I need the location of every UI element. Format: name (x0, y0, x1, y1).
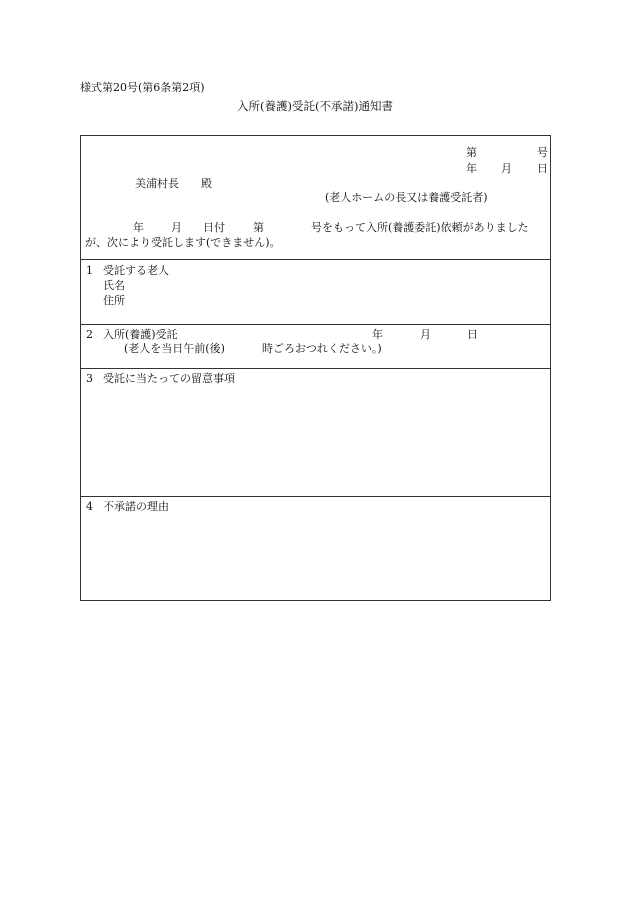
body-number-prefix: 第 (253, 221, 264, 234)
section1-name-label: 氏名 (103, 279, 125, 292)
section2-day: 日 (467, 328, 478, 341)
section2-year: 年 (372, 328, 383, 341)
doc-number-prefix: 第 (466, 146, 477, 159)
section2-title: 入所(養護)受託 (103, 328, 178, 341)
section2-note-part1: (老人を当日午前(後) (124, 342, 225, 355)
sender-label: (老人ホームの長又は養護受託者) (325, 191, 488, 204)
body-line1-text: 号をもって入所(養護委託)依頼がありました (311, 221, 529, 234)
divider-3 (81, 368, 550, 369)
form-number: 様式第20号(第6条第2項) (80, 81, 205, 94)
section3-title: 受託に当たっての留意事項 (103, 372, 235, 385)
section1-title: 受託する老人 (103, 264, 169, 277)
body-year: 年 (133, 221, 144, 234)
addressee: 美浦村長 (135, 177, 179, 190)
divider-1 (81, 259, 550, 260)
date-day: 日 (537, 162, 548, 175)
section4-number: 4 (86, 500, 93, 513)
doc-number-suffix: 号 (537, 146, 548, 159)
section1-number: 1 (86, 264, 93, 277)
body-day-ref: 日付 (203, 221, 225, 234)
section1-address-label: 住所 (103, 294, 125, 307)
section2-month: 月 (420, 328, 431, 341)
section3-number: 3 (86, 372, 93, 385)
section4-title: 不承諾の理由 (103, 500, 169, 513)
addressee-honorific: 殿 (201, 177, 212, 190)
body-line2-text: が、次により受託します(できません)。 (85, 236, 281, 249)
form-title: 入所(養護)受託(不承諾)通知書 (237, 99, 393, 113)
body-month: 月 (171, 221, 182, 234)
section2-note-part2: 時ごろおつれください。) (262, 342, 382, 355)
date-year: 年 (466, 162, 477, 175)
section2-number: 2 (86, 328, 93, 341)
date-month: 月 (501, 162, 512, 175)
form-box (80, 135, 551, 601)
divider-2 (81, 324, 550, 325)
divider-4 (81, 496, 550, 497)
